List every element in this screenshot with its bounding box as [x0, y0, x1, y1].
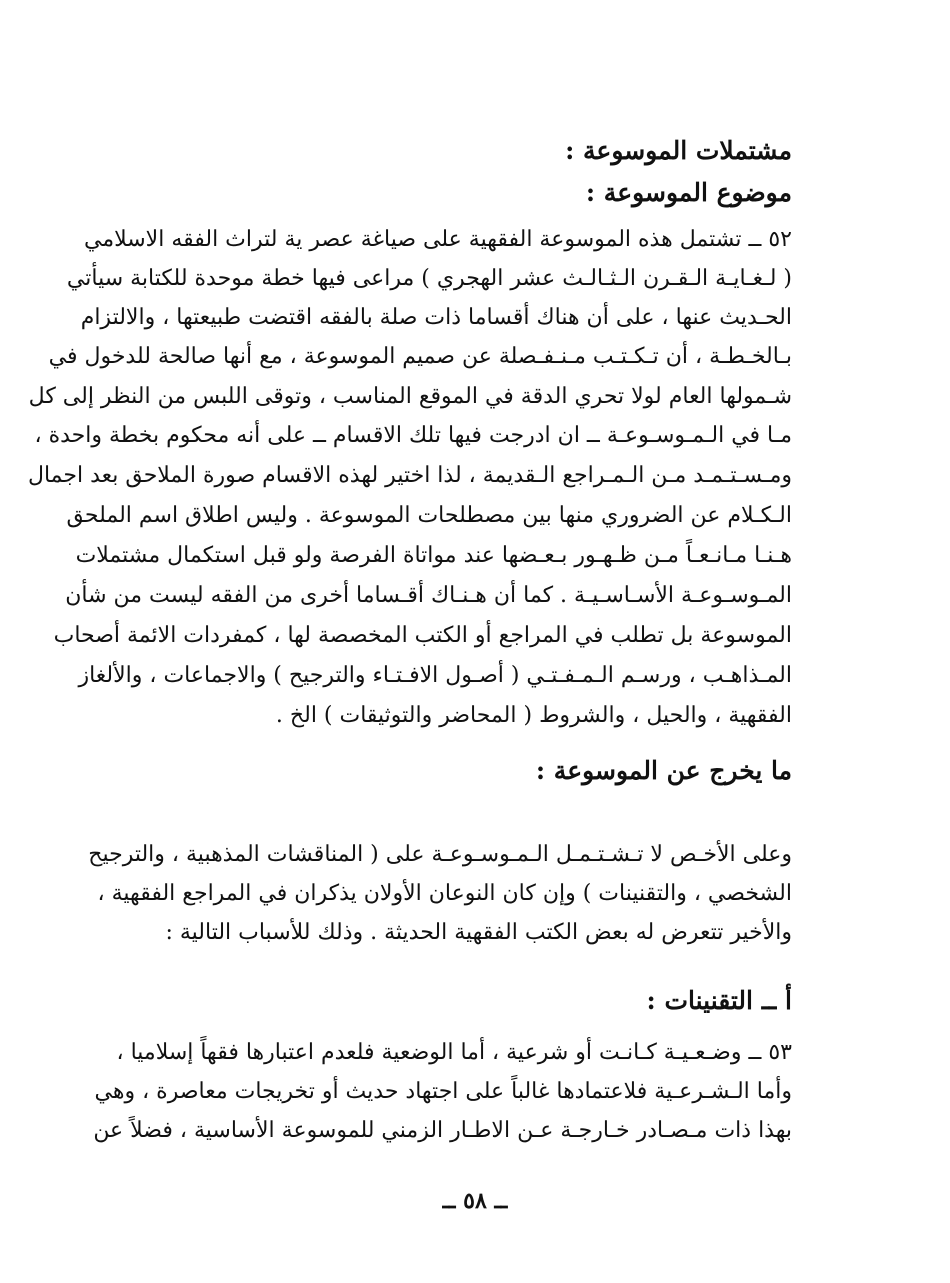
heading-excluded: ما يخرج عن الموسوعة :: [535, 756, 792, 785]
paragraph-line: الموسوعة بل تطلب في المراجع أو الكتب المخصصة لها ، كمفردات الائمة أصحاب: [53, 623, 792, 648]
page-number: ــ ٥٨ ــ: [442, 1188, 508, 1214]
paragraph-line: والأخير تتعرض له بعض الكتب الفقهية الحديثة . وذلك للأسباب التالية :: [165, 920, 792, 945]
heading-contents: مشتملات الموسوعة :: [565, 136, 792, 165]
paragraph-line: شـمولها العام لولا تحري الدقة في الموقع المناسب ، وتوقى اللبس من النظر إلى كل: [28, 384, 792, 409]
paragraph-line: بـالخـطـة ، أن تـكـتـب مـنـفـصلة عن صميم الموسوعة ، مع أنها صالحة للدخول في: [48, 344, 792, 369]
paragraph-line: ٥٢ ــ تشتمل هذه الموسوعة الفقهية على صياغة عصر ية لتراث الفقه الاسلامي: [83, 227, 792, 252]
paragraph-line: الشخصي ، والتقنينات ) وإن كان النوعان الأولان يذكران في المراجع الفقهية ،: [97, 881, 792, 906]
paragraph-line: ومـسـتـمـد مـن الـمـراجع الـقديمة ، لذا اختير لهذه الاقسام صورة الملاحق بعد اجمال: [27, 463, 792, 488]
paragraph-line: المـوسـوعـة الأسـاسـيـة . كما أن هـنـاك أقـساما أخرى من الفقه ليست من شأن: [65, 583, 792, 608]
paragraph-line: المـذاهـب ، ورسـم الـمـفـتـي ( أصـول الافـتـاء والترجيح ) والاجماعات ، والألغاز: [78, 663, 792, 688]
paragraph-line: بهذا ذات مـصـادر خـارجـة عـن الاطـار الزمني للموسوعة الأساسية ، فضلاً عن: [93, 1118, 792, 1143]
paragraph-line: الحـديث عنها ، على أن هناك أقساما ذات صلة بالفقه اقتضت طبيعتها ، والالتزام: [80, 305, 792, 330]
paragraph-line: وعلى الأخـص لا تـشـتـمـل الـمـوسـوعـة على ( المناقشات المذهبية ، والترجيح: [88, 842, 792, 867]
paragraph-line: الـكـلام عن الضروري منها بين مصطلحات الموسوعة . وليس اطلاق اسم الملحق: [66, 503, 792, 528]
heading-section-a: أ ــ التقنينات :: [646, 986, 792, 1015]
paragraph-line: ( لـغـايـة الـقـرن الـثـالـث عشر الهجري ) مراعى فيها خطة موحدة للكتابة سيأتي: [66, 266, 792, 291]
paragraph-line: مـا في الـمـوسـوعـة ــ ان ادرجت فيها تلك الاقسام ــ على أنه محكوم بخطة واحدة ،: [34, 423, 792, 448]
paragraph-line: الفقهية ، والحيل ، والشروط ( المحاضر والتوثيقات ) الخ .: [275, 703, 792, 728]
paragraph-line: ٥٣ ــ وضـعـيـة كـانـت أو شرعية ، أما الوضعية فلعدم اعتبارها فقهاً إسلاميا ،: [116, 1040, 792, 1065]
paragraph-line: وأما الـشـرعـية فلاعتمادها غالباً على اجتهاد حديث أو تخريجات معاصرة ، وهي: [94, 1079, 792, 1104]
paragraph-line: هـنـا مـانـعـاً مـن ظـهـور بـعـضها عند مواتاة الفرصة ولو قبل استكمال مشتملات: [75, 543, 792, 568]
heading-subject: موضوع الموسوعة :: [585, 178, 792, 207]
